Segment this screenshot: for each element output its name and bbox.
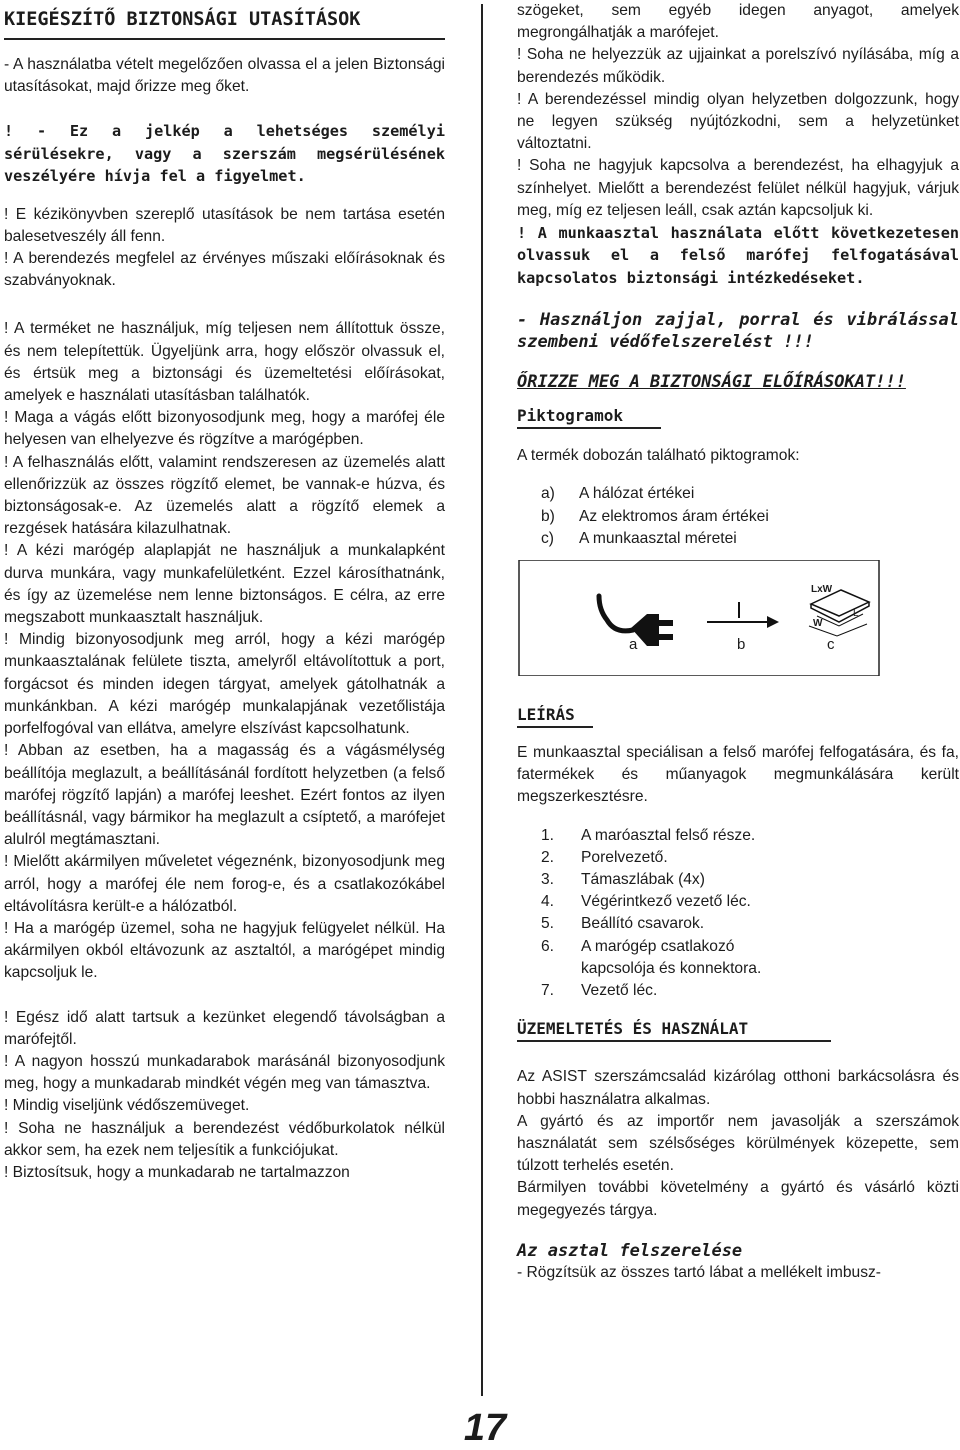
- safety-paragraph-11: ! Egész idő alatt tartsuk a kezünket elegendő távolságban a marófejtől.: [4, 1008, 445, 1048]
- pictograms-intro: A termék dobozán található piktogramok:: [517, 447, 800, 465]
- table-equipment-text: - Rögzítsük az összes tartó lábat a mellékelt imbusz-: [517, 1263, 881, 1281]
- safety-paragraph-1: ! E kézikönyvben szereplő utasítások be nem tartása esetén balesetveszély áll fenn.: [4, 205, 445, 245]
- table-equipment-heading: Az asztal felszerelése: [517, 1240, 743, 1261]
- operation-text-1: Az ASIST szerszámcsalád kizárólag otthoni barkácsolásra és hobbi használatra alkalmas.: [517, 1068, 959, 1108]
- parts-list: [517, 825, 959, 1003]
- safety-paragraph-2: ! A berendezés megfelel az érvényes műszaki előírásoknak és szabványoknak.: [4, 250, 445, 290]
- table-usage-warning: ! A munkaasztal használata előtt következetesen olvassuk el a felső marófej felfogatásával kapcsolatos biztonsági intézkedéseket.: [517, 224, 959, 287]
- safety-paragraph-3: ! A terméket ne használjuk, míg teljesen nem állítottuk össze, és nem telepítettük. Ügyeljünk arra, hogy először olvassuk el, és értsük meg a biztonsági és üzemeltetési előírásokat, amelyek e használati utasításban találhatók.: [4, 320, 445, 405]
- safety-paragraph-7: ! Mindig bizonyosodjunk meg arról, hogy a kézi marógép munkaasztalának felülete tiszta, amelyről eltávolítottuk a port, forgácsot és minden idegen tárgyat, amelyek gátolhatnák a munkánkban. A kézi marógép munkalapjának vezetőlistája porfelfogóval van ellátva, amelyre elszívást kapcsolhatunk.: [4, 631, 445, 738]
- current-icon: [707, 602, 779, 628]
- pictogram-label-l: L: [853, 608, 859, 620]
- pictogram-label-lxw: LxW: [811, 584, 833, 596]
- safety-paragraph-12: ! A nagyon hosszú munkadarabok marásánál bizonyosodjunk meg, hogy a munkadarab mindkét végén meg van támasztva.: [4, 1052, 445, 1093]
- safety-paragraph-9: ! Mielőtt akármilyen műveletet végeznénk, bizonyosodjunk meg arról, hogy a marófej éle nem forog-e, és a csatlakozókábel eltávolításra került-e a hálózatból.: [4, 853, 445, 915]
- pictogram-graphics: [517, 560, 959, 676]
- operation-heading: ÜZEMELTETÉS ÉS HASZNÁLAT: [517, 1018, 831, 1042]
- list-item: 4. Végérintkező vezető léc.: [541, 893, 751, 911]
- safety-title: KIEGÉSZÍTŐ BIZTONSÁGI UTASÍTÁSOK: [4, 0, 445, 40]
- safety-paragraph-8: ! Abban az esetben, ha a magasság és a vágásmélység beállítója meglazult, a beállításánál fordított helyzetben (a felső marófej rögzítő lapján) a marófej leeshet. Ezért fontos az ilyen beállításnál, vagy bármikor ha meglazult a csíptető, a marófejet alulról megtámasztani.: [4, 742, 445, 849]
- warning-symbol-paragraph: ! - Ez a jelkép a lehetséges személyi sérülésekre, vagy a szerszám megsérülésének veszélyére hívja fel a figyelmet.: [4, 122, 445, 186]
- continued-paragraph-1: szögeket, sem egyéb idegen anyagot, amelyek megrongálhatják a marófejet.: [517, 2, 959, 42]
- table-size-icon: [809, 590, 869, 636]
- safety-paragraph-14: ! Soha ne használjuk a berendezést védőburkolatok nélkül akkor sem, ha ezek nem teljesítik a funkciójukat.: [4, 1119, 445, 1159]
- safety-paragraph-4: ! Maga a vágás előtt bizonyosodjunk meg, hogy a marófej éle helyesen van elhelyezve és rögzítve a marógépben.: [4, 409, 445, 449]
- pictogram-label-b: b: [737, 636, 746, 654]
- continued-paragraph-2: ! Soha ne helyezzük az ujjainkat a porelszívó nyílásába, míg a berendezés működik.: [517, 46, 959, 86]
- continued-paragraph-4: ! Soha ne hagyjuk kapcsolva a berendezést, ha elhagyjuk a színhelyet. Mielőtt a berendezést felület nélkül hagyjuk, várjuk meg, míg ez teljesen leáll, csak aztán kapcsoljuk ki.: [517, 157, 959, 219]
- safety-paragraph-10: ! Ha a marógép üzemel, soha ne hagyjuk felügyelet nélkül. Ha akármilyen okból eltávozunk az asztaltól, a marógépet mindig kapcsoljuk le.: [4, 919, 445, 982]
- right-column: [517, 0, 959, 1284]
- safety-paragraph-6: ! A kézi marógép alaplapját ne használjuk a munkalapként durva munkára, vagy munkafelületként. Ezzel károsíthatnánk, és így az üzemelése nem lenne biztonságos. E célra, az erre megszabott munkaasztalt használjuk.: [4, 542, 445, 627]
- list-item: 6. A marógép csatlakozó kapcsolója és konnektora.: [541, 937, 762, 977]
- list-item: c) A munkaasztal méretei: [541, 529, 737, 547]
- list-item: 5. Beállító csavarok.: [541, 915, 705, 933]
- page-number: 17: [463, 1407, 507, 1449]
- list-item: 1. A maróasztal felső része.: [541, 826, 756, 844]
- pictogram-panel: [517, 560, 959, 676]
- protection-notice: - Használjon zajjal, porral és vibrálással szembeni védőfelszerelést !!!: [517, 310, 959, 353]
- pictograms-list: [517, 483, 959, 550]
- safety-paragraph-15: ! Biztosítsuk, hogy a munkadarab ne tartalmazzon: [4, 1163, 350, 1181]
- list-item: 3. Támaszlábak (4x): [541, 871, 705, 889]
- keep-rules-notice: ŐRIZZE MEG A BIZTONSÁGI ELŐÍRÁSOKAT!!!: [517, 372, 906, 393]
- list-item: 7. Vezető léc.: [541, 982, 658, 1000]
- pictogram-label-a: a: [629, 636, 638, 654]
- pictogram-label-w: W: [813, 618, 823, 630]
- description-heading: LEÍRÁS: [517, 704, 593, 728]
- operation-text-2: A gyártó és az importőr nem javasolják a szerszámok használatát sem szélsőséges körülmények közepette, sem túlzott terhelés esetén.: [517, 1112, 959, 1175]
- description-text: E munkaasztal speciálisan a felső marófej felfogatására, és fa, fatermékek és műanyagok megmunkálására került megszerkesztésre.: [517, 744, 959, 806]
- intro-paragraph: - A használatba vételt megelőzően olvassa el a jelen Biztonsági utasításokat, majd őrizze meg őket.: [4, 56, 445, 96]
- pictograms-heading: Piktogramok: [517, 405, 661, 429]
- pictogram-label-c: c: [827, 636, 835, 654]
- operation-text-3: Bármilyen további követelmény a gyártó és vásárló közti megegyezés tárgya.: [517, 1179, 959, 1219]
- list-item: b) Az elektromos áram értékei: [541, 507, 769, 525]
- list-item: a) A hálózat értékei: [541, 485, 695, 503]
- safety-paragraph-13: ! Mindig viseljünk védőszemüveget.: [4, 1097, 250, 1115]
- list-item: 2. Porelvezető.: [541, 848, 668, 866]
- left-column: [4, 0, 445, 1184]
- column-divider: [481, 4, 483, 1396]
- safety-paragraph-5: ! A felhasználás előtt, valamint rendszeresen az üzemelés alatt ellenőrizzük az összes rögzítő elemet, be vannak-e húzva, és biztonságosak-e. Az üzemelés alatt a rögzítő elemek a rezgések hatására kilazulhatnak.: [4, 453, 445, 538]
- continued-paragraph-3: ! A berendezéssel mindig olyan helyzetben dolgozzunk, hogy ne legyen szükség nyújtózkodni, sem a helyzetünket változtatni.: [517, 90, 959, 153]
